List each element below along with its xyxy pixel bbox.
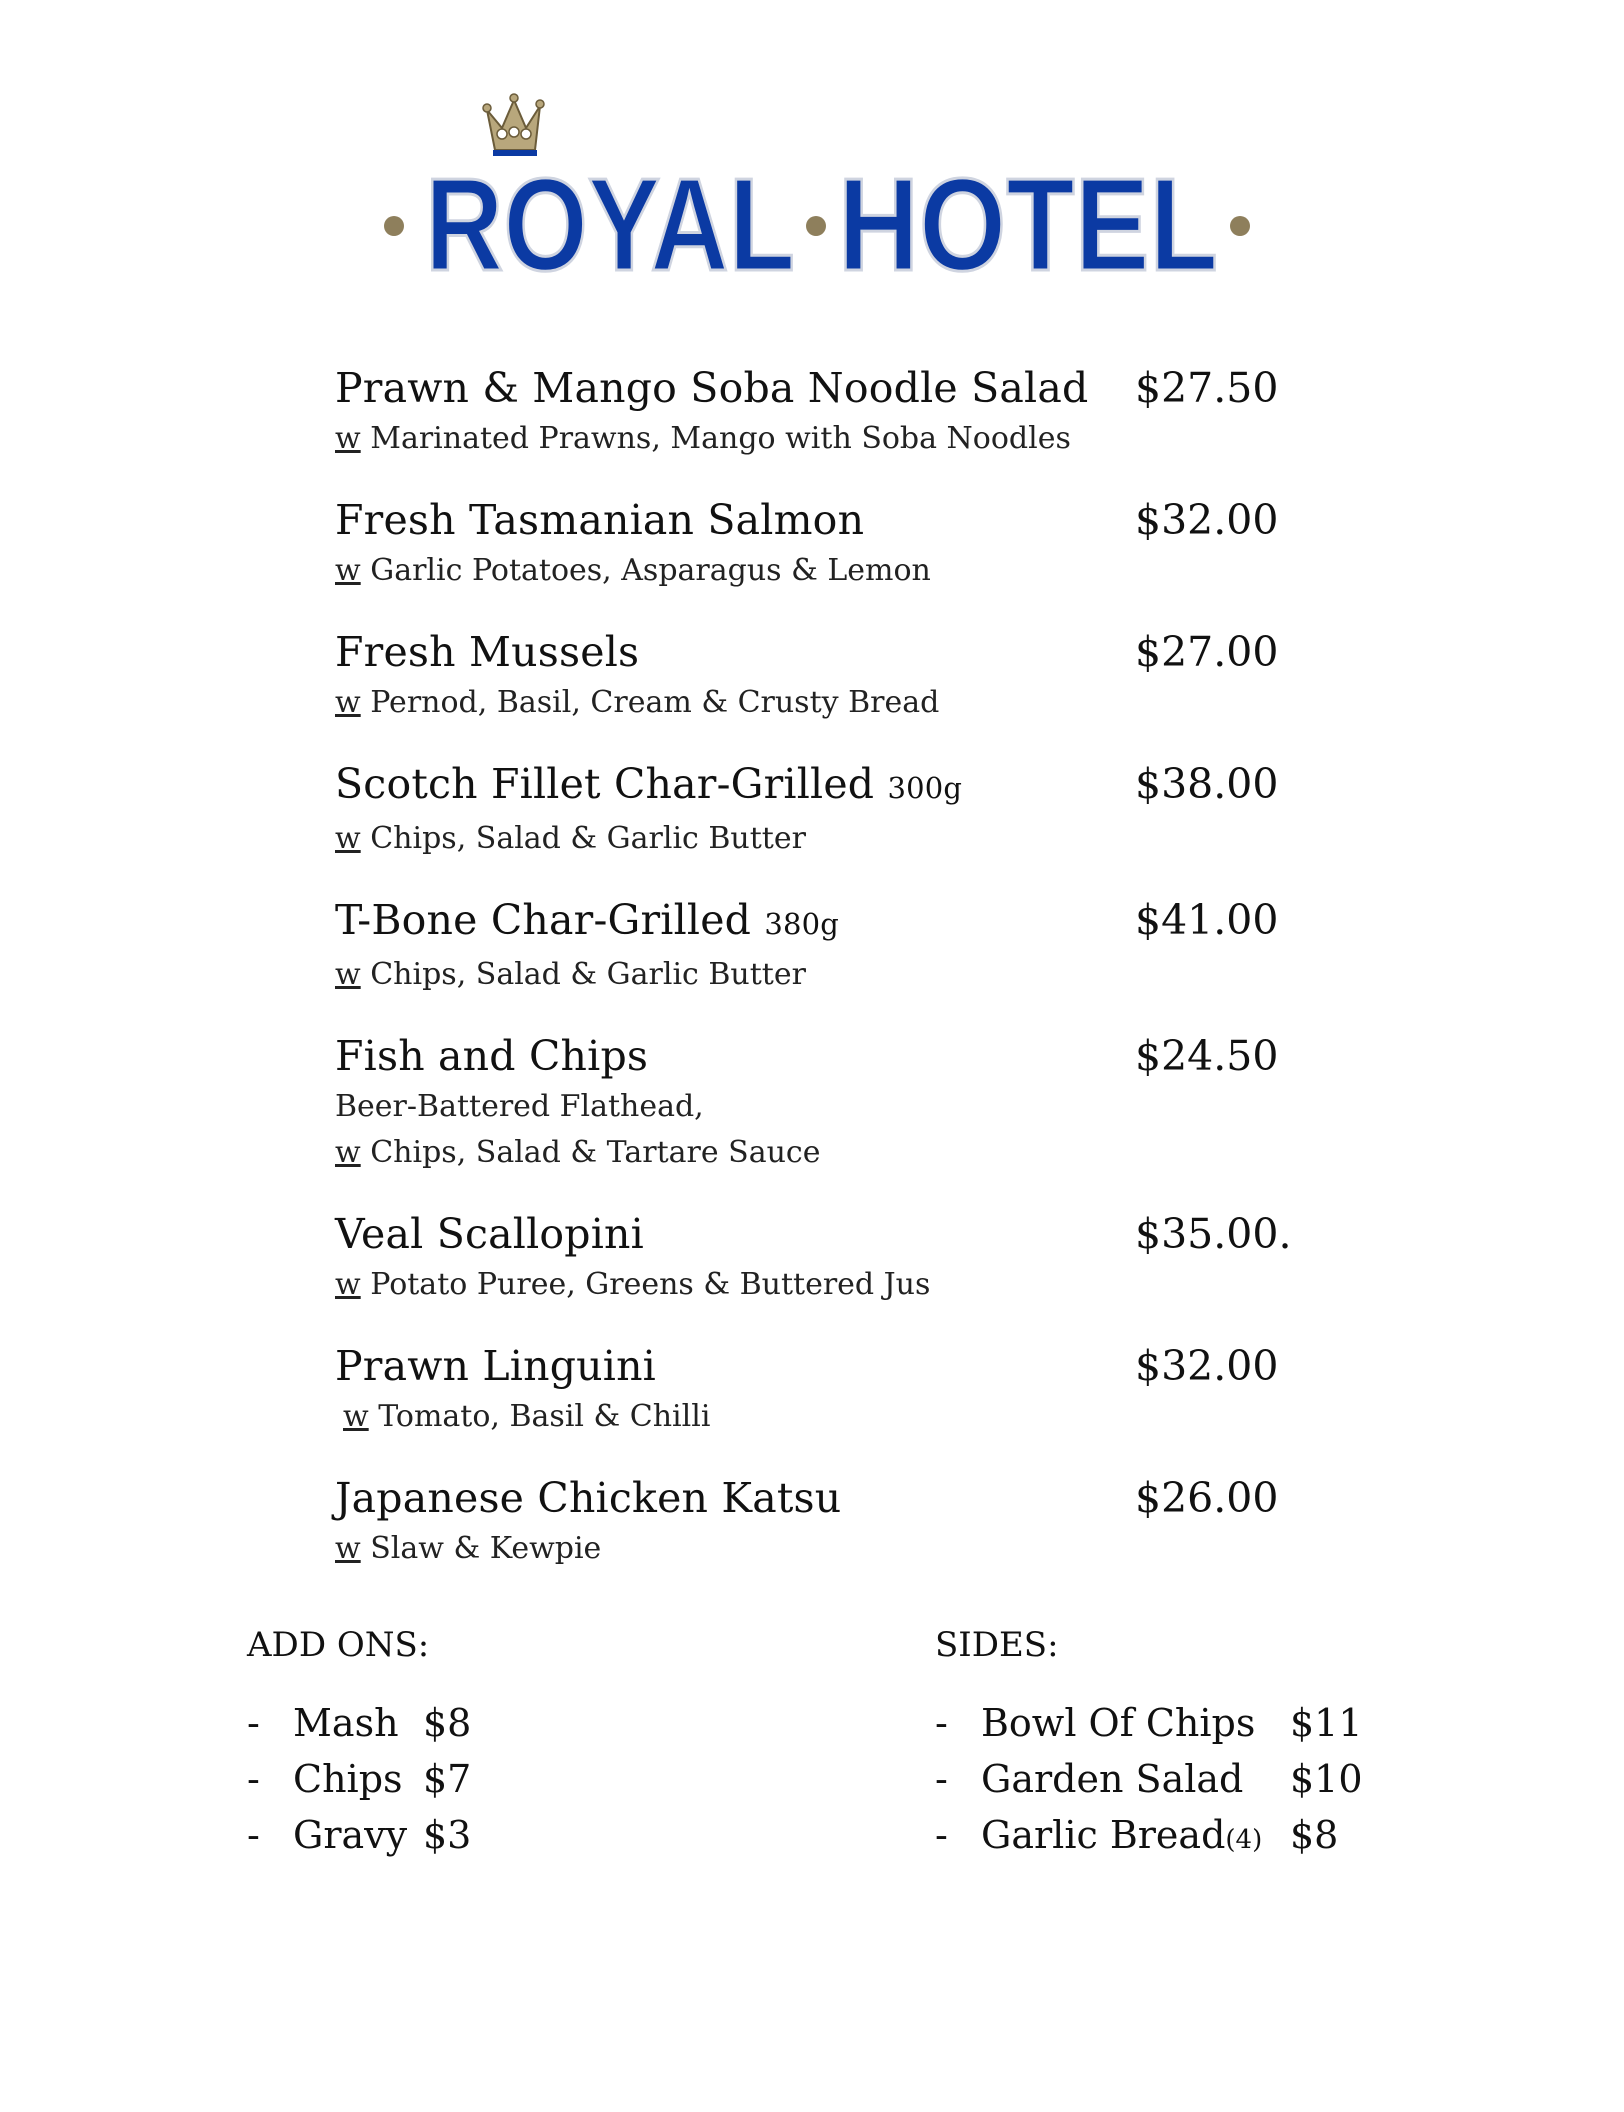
logo-dot-middle bbox=[806, 216, 826, 236]
logo-word-left: ROYAL bbox=[425, 151, 795, 292]
addons-section bbox=[247, 1625, 647, 1869]
list-dash: - bbox=[935, 1813, 948, 1857]
menu-item bbox=[335, 756, 1315, 862]
sides-heading: SIDES: bbox=[935, 1625, 1059, 1665]
addon-label: Chips bbox=[293, 1757, 403, 1801]
side-row bbox=[935, 1813, 1385, 1869]
menu-item-weight: 380g bbox=[764, 907, 840, 941]
addons-heading: ADD ONS: bbox=[247, 1625, 430, 1665]
menu-item-description: w Garlic Potatoes, Asparagus & Lemon bbox=[335, 553, 931, 588]
menu-item-description: w Marinated Prawns, Mango with Soba Noodles bbox=[335, 421, 1071, 456]
menu-item bbox=[335, 892, 1315, 998]
menu-item bbox=[335, 624, 1315, 726]
side-price: $11 bbox=[1290, 1701, 1363, 1745]
menu-item bbox=[335, 1206, 1315, 1308]
addon-price: $7 bbox=[423, 1757, 472, 1801]
menu-item-description: Beer-Battered Flathead, bbox=[335, 1089, 704, 1124]
menu-item-price: $27.50 bbox=[1135, 364, 1279, 412]
side-label: Bowl Of Chips bbox=[981, 1701, 1256, 1745]
addon-row bbox=[247, 1701, 647, 1757]
list-dash: - bbox=[247, 1813, 260, 1857]
addon-price: $8 bbox=[423, 1701, 472, 1745]
side-label: Garden Salad bbox=[981, 1757, 1244, 1801]
logo-dot-left bbox=[384, 216, 404, 236]
sides-section bbox=[935, 1625, 1385, 1869]
menu-item-description: w Chips, Salad & Garlic Butter bbox=[335, 957, 806, 992]
list-dash: - bbox=[247, 1757, 260, 1801]
menu-item-price: $38.00 bbox=[1135, 760, 1279, 808]
side-quantity: (4) bbox=[1225, 1825, 1263, 1855]
menu-item-price: $27.00 bbox=[1135, 628, 1279, 676]
menu-list bbox=[335, 360, 1315, 1602]
menu-item-price: $32.00 bbox=[1135, 1342, 1279, 1390]
menu-item-price: $35.00. bbox=[1135, 1210, 1292, 1258]
royal-hotel-logo bbox=[380, 92, 1260, 292]
menu-item bbox=[335, 1338, 1315, 1440]
menu-item-price: $26.00 bbox=[1135, 1474, 1279, 1522]
logo-word-right: HOTEL bbox=[838, 151, 1218, 292]
menu-item-name: Fish and Chips bbox=[335, 1032, 649, 1080]
menu-item-description: w Chips, Salad & Tartare Sauce bbox=[335, 1135, 821, 1170]
menu-item bbox=[335, 360, 1315, 462]
menu-item-price: $32.00 bbox=[1135, 496, 1279, 544]
menu-item-name: Japanese Chicken Katsu bbox=[335, 1474, 842, 1522]
side-row bbox=[935, 1757, 1385, 1813]
menu-item bbox=[335, 1028, 1315, 1176]
side-label: Garlic Bread(4) bbox=[981, 1813, 1263, 1857]
addon-row bbox=[247, 1813, 647, 1869]
logo-graphic bbox=[380, 92, 1260, 292]
side-price: $8 bbox=[1290, 1813, 1339, 1857]
side-price: $10 bbox=[1290, 1757, 1363, 1801]
addon-label: Mash bbox=[293, 1701, 399, 1745]
menu-item-description: w Tomato, Basil & Chilli bbox=[343, 1399, 711, 1434]
addon-label: Gravy bbox=[293, 1813, 408, 1857]
list-dash: - bbox=[247, 1701, 260, 1745]
addon-price: $3 bbox=[423, 1813, 472, 1857]
menu-item-name: Veal Scallopini bbox=[335, 1210, 644, 1258]
menu-item-description: w Pernod, Basil, Cream & Crusty Bread bbox=[335, 685, 940, 720]
menu-item-description: w Slaw & Kewpie bbox=[335, 1531, 602, 1566]
menu-item-name: T-Bone Char-Grilled 380g bbox=[335, 896, 840, 944]
addon-row bbox=[247, 1757, 647, 1813]
menu-item bbox=[335, 1470, 1315, 1572]
menu-item-description: w Chips, Salad & Garlic Butter bbox=[335, 821, 806, 856]
menu-item-name: Scotch Fillet Char-Grilled 300g bbox=[335, 760, 963, 808]
menu-item-name: Fresh Tasmanian Salmon bbox=[335, 496, 865, 544]
list-dash: - bbox=[935, 1701, 948, 1745]
list-dash: - bbox=[935, 1757, 948, 1801]
menu-item-name: Prawn Linguini bbox=[335, 1342, 656, 1390]
menu-item-name: Prawn & Mango Soba Noodle Salad bbox=[335, 364, 1089, 412]
menu-item-price: $41.00 bbox=[1135, 896, 1279, 944]
side-row bbox=[935, 1701, 1385, 1757]
menu-item bbox=[335, 492, 1315, 594]
crown-icon bbox=[483, 94, 544, 156]
logo-dot-right bbox=[1230, 216, 1250, 236]
menu-item-description: w Potato Puree, Greens & Buttered Jus bbox=[335, 1267, 931, 1302]
menu-item-price: $24.50 bbox=[1135, 1032, 1279, 1080]
menu-item-name: Fresh Mussels bbox=[335, 628, 640, 676]
menu-item-weight: 300g bbox=[887, 771, 963, 805]
